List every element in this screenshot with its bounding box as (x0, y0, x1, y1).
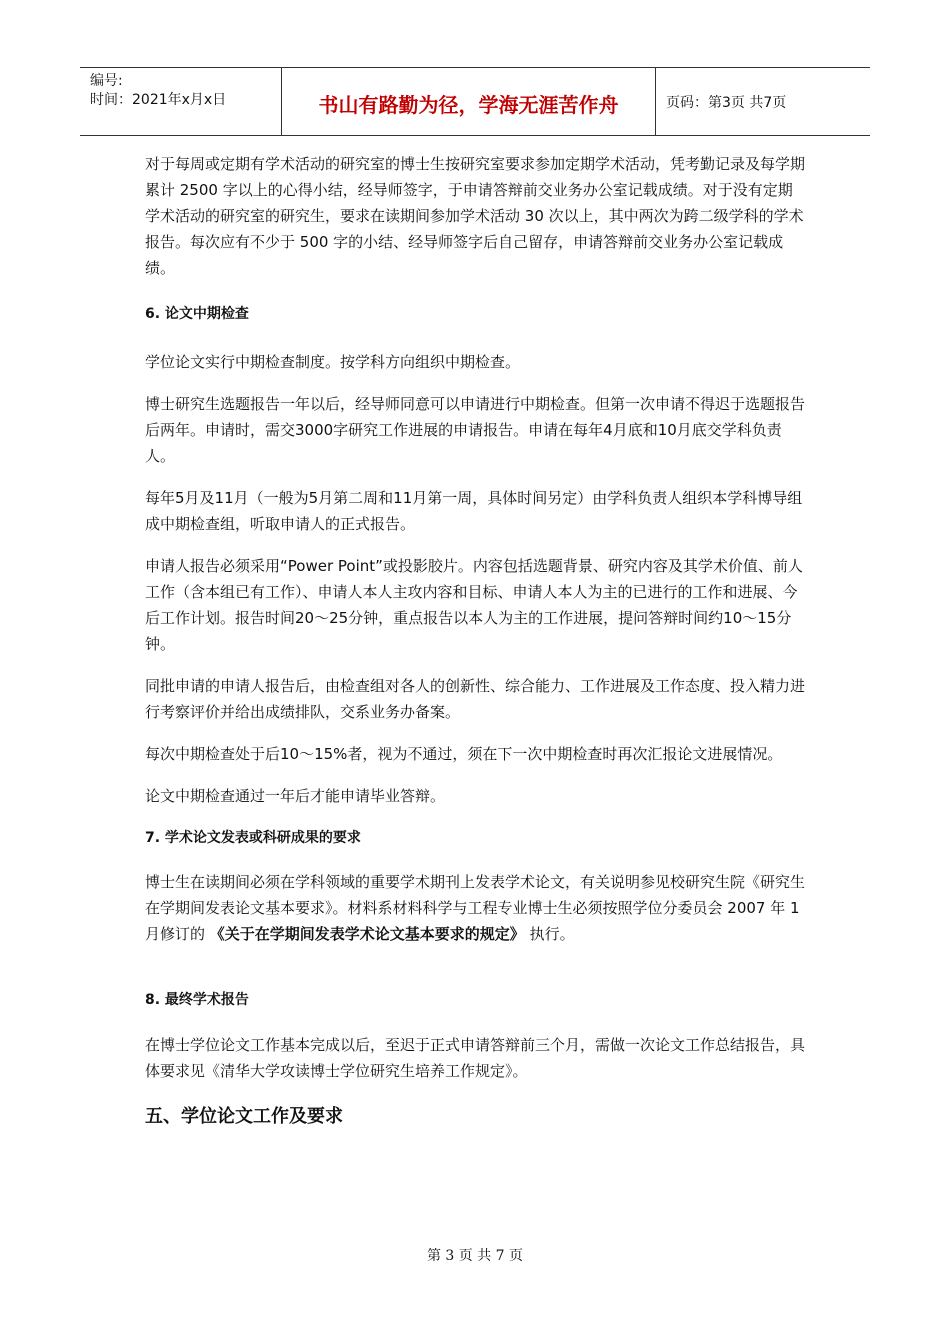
paragraph: 学位论文实行中期检查制度。按学科方向组织中期检查。 (145, 353, 521, 371)
section-heading-five: 五、学位论文工作及要求 (145, 1106, 343, 1127)
paragraph: 论文中期检查通过一年后才能申请毕业答辩。 (145, 787, 446, 805)
paragraph: 每年5月及11月（一般为5月第二周和11月第一周，具体时间另定）由学科负责人组织本学科博导组成中期检查组，听取申请人的正式报告。 (145, 489, 803, 533)
section-heading-6: 6. 论文中期检查 (145, 306, 249, 322)
paragraph: 博士研究生选题报告一年以后，经导师同意可以申请进行中期检查。但第一次申请不得迟于选题报告后两年。申请时，需交3000字研究工作进展的申请报告。申请在每年4月底和10月底交学科负责人。 (145, 395, 806, 465)
header-page-cell (656, 68, 870, 135)
header-motto-cell (282, 68, 656, 135)
doc-number-label: 编号: (90, 73, 123, 89)
section-heading-7: 7. 学术论文发表或科研成果的要求 (145, 830, 361, 846)
paragraph: 同批申请的申请人报告后，由检查组对各人的创新性、综合能力、工作进展及工作态度、投入精力进行考察评价并给出成绩排队，交系业务办备案。 (145, 677, 806, 721)
motto-text: 书山有路勤为径，学海无涯苦作舟 (318, 93, 619, 117)
header-meta (80, 68, 282, 135)
paragraph-text: 执行。 (524, 925, 575, 943)
paragraph-text: 博士生在读期间必须在学科领域的重要学术期刊上发表学术论文，有关说明参见校研究生院《研究生在学期间发表论文基本要求》。材料系材料科学与工程专业博士生必须按照学位分委员会 2007 年 1 月修订的 (145, 873, 806, 943)
paragraph: 对于每周或定期有学术活动的研究室的博士生按研究室要求参加定期学术活动，凭考勤记录及每学期累计 2500 字以上的心得小结，经导师签字，于申请答辩前交业务办公室记载成绩。对于没有定期学术活动的研究室的研究生，要求在读期间参加学术活动 30 次以上，其中两次为跨二级学科的学术报告。每次应有不少于 500 字的小结、经导师签字后自己留存，申请答辩前交业务办公室记载成绩。 (145, 155, 806, 277)
paragraph: 申请人报告必须采用“Power Point”或投影胶片。内容包括选题背景、研究内容及其学术价值、前人工作（含本组已有工作）、申请人本人主攻内容和目标、申请人本人为主的已进行的工作和进展、今后工作计划。报告时间20～25分钟，重点报告以本人为主的工作进展，提问答辩时间约10～15分钟。 (145, 557, 803, 653)
page-footer: 第 3 页 共 7 页 (426, 1248, 524, 1264)
doc-time-label: 时间：2021年x月x日 (90, 92, 227, 108)
page-indicator: 页码：第3页 共7页 (666, 94, 787, 111)
document-body (145, 151, 805, 1128)
paragraph: 在博士学位论文工作基本完成以后，至迟于正式申请答辩前三个月，需做一次论文工作总结报告，具体要求见《清华大学攻读博士学位研究生培养工作规定》。 (145, 1036, 806, 1080)
document-header (80, 67, 870, 136)
section-heading-8: 8. 最终学术报告 (145, 992, 249, 1008)
paragraph (145, 869, 805, 947)
regulation-title: 《关于在学期间发表学术论文基本要求的规定》 (209, 925, 525, 943)
paragraph: 每次中期检查处于后10～15%者，视为不通过，须在下一次中期检查时再次汇报论文进展情况。 (145, 745, 783, 763)
